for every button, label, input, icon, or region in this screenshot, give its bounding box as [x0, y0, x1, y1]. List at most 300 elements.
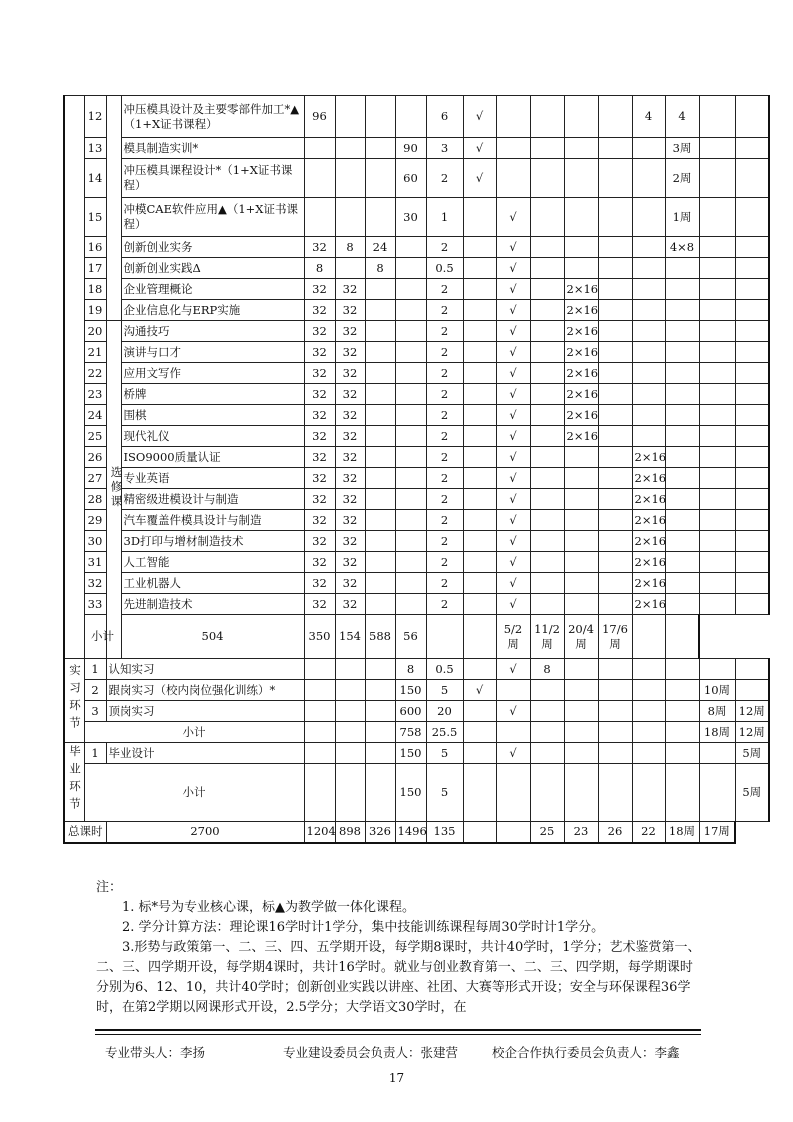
table-cell: 2×16: [564, 321, 598, 342]
table-cell: [735, 96, 769, 138]
table-cell: [564, 552, 598, 573]
signature-lead: 专业带头人：李扬: [105, 1045, 206, 1060]
table-cell: [735, 468, 769, 489]
table-cell: 2: [426, 384, 463, 405]
table-cell: [735, 198, 769, 237]
course-table-container: [63, 95, 765, 844]
table-cell: [665, 384, 699, 405]
course-no: 16: [84, 237, 106, 258]
table-cell: [463, 363, 496, 384]
table-cell: [699, 279, 735, 300]
table-cell: [335, 701, 365, 722]
category-blank: [106, 96, 121, 321]
table-cell: 2×16: [632, 489, 665, 510]
table-cell: 1204: [304, 822, 335, 843]
table-cell: [632, 743, 665, 764]
table-cell: 32: [304, 447, 335, 468]
table-cell: [365, 426, 395, 447]
graduation-subtotal-row: [64, 764, 769, 822]
table-cell: √: [496, 468, 530, 489]
table-cell: [735, 258, 769, 279]
table-cell: 2×16: [564, 363, 598, 384]
table-cell: [530, 279, 564, 300]
table-cell: [463, 743, 496, 764]
table-cell: 1周: [665, 198, 699, 237]
table-cell: 32: [304, 594, 335, 615]
table-cell: [463, 300, 496, 321]
table-cell: [665, 510, 699, 531]
course-name: 汽车覆盖件模具设计与制造: [121, 510, 304, 531]
table-cell: [598, 573, 632, 594]
table-cell: [699, 447, 735, 468]
table-cell: [665, 743, 699, 764]
course-no: 28: [84, 489, 106, 510]
course-row: [64, 531, 769, 552]
table-cell: [598, 701, 632, 722]
table-cell: 2: [426, 321, 463, 342]
table-cell: [530, 510, 564, 531]
table-cell: [735, 138, 769, 159]
course-no: 13: [84, 138, 106, 159]
subtotal-row: [64, 615, 769, 659]
table-cell: [598, 426, 632, 447]
table-cell: [699, 258, 735, 279]
table-cell: 26: [598, 822, 632, 843]
table-cell: [598, 680, 632, 701]
table-cell: [304, 680, 335, 701]
table-cell: 2: [426, 447, 463, 468]
table-cell: [530, 447, 564, 468]
table-cell: [395, 447, 426, 468]
table-cell: [335, 96, 365, 138]
table-cell: √: [496, 342, 530, 363]
table-cell: 0.5: [426, 258, 463, 279]
course-name: 冲压模具设计及主要零部件加工*▲（1+X证书课程）: [121, 96, 304, 138]
table-cell: 150: [395, 680, 426, 701]
course-name: 围棋: [121, 405, 304, 426]
table-cell: 32: [304, 510, 335, 531]
table-cell: 32: [304, 552, 335, 573]
table-cell: [665, 321, 699, 342]
table-cell: [365, 489, 395, 510]
course-row: [64, 552, 769, 573]
table-cell: [632, 680, 665, 701]
course-no: 19: [84, 300, 106, 321]
course-name: 企业管理概论: [121, 279, 304, 300]
table-cell: [365, 510, 395, 531]
table-cell: √: [496, 510, 530, 531]
table-cell: 2×16: [564, 384, 598, 405]
table-cell: [530, 363, 564, 384]
table-cell: [530, 573, 564, 594]
course-no: 32: [84, 573, 106, 594]
table-cell: 32: [335, 468, 365, 489]
table-cell: √: [496, 659, 530, 680]
table-cell: [365, 342, 395, 363]
table-cell: [463, 822, 496, 843]
table-cell: [530, 701, 564, 722]
table-cell: [463, 237, 496, 258]
table-cell: 5周: [735, 764, 769, 822]
course-row: [64, 258, 769, 279]
notes-section: [96, 878, 701, 1018]
table-cell: 11/2周: [530, 615, 564, 659]
table-cell: [335, 198, 365, 237]
course-no: 25: [84, 426, 106, 447]
table-cell: [598, 594, 632, 615]
subtotal-label: 小计: [84, 615, 121, 659]
table-cell: [665, 405, 699, 426]
table-cell: 2×16: [564, 405, 598, 426]
table-cell: 2: [426, 573, 463, 594]
table-cell: [598, 722, 632, 743]
table-cell: 5周: [735, 743, 769, 764]
table-cell: [496, 96, 530, 138]
table-cell: 2: [426, 237, 463, 258]
table-cell: [564, 659, 598, 680]
table-cell: [735, 342, 769, 363]
table-cell: 2: [426, 552, 463, 573]
table-cell: 1496: [395, 822, 426, 843]
table-cell: √: [496, 701, 530, 722]
table-cell: [665, 258, 699, 279]
course-no: 24: [84, 405, 106, 426]
table-cell: [530, 405, 564, 426]
course-row: [64, 594, 769, 615]
table-cell: [395, 96, 426, 138]
table-cell: [530, 237, 564, 258]
table-cell: [463, 722, 496, 743]
table-cell: [335, 659, 365, 680]
table-cell: [665, 573, 699, 594]
course-row: [64, 384, 769, 405]
table-cell: 5: [426, 743, 463, 764]
table-cell: 2×16: [564, 426, 598, 447]
table-cell: [598, 510, 632, 531]
table-cell: [395, 489, 426, 510]
table-cell: 32: [335, 594, 365, 615]
course-name: 精密级进模设计与制造: [121, 489, 304, 510]
table-cell: [665, 722, 699, 743]
table-cell: 32: [335, 405, 365, 426]
table-cell: 30: [395, 198, 426, 237]
table-cell: [699, 237, 735, 258]
table-cell: 24: [365, 237, 395, 258]
table-cell: [735, 159, 769, 198]
table-cell: 350: [304, 615, 335, 659]
course-row: [64, 198, 769, 237]
table-cell: [735, 659, 769, 680]
course-row: [64, 138, 769, 159]
table-cell: 2×16: [632, 447, 665, 468]
table-cell: [530, 198, 564, 237]
table-cell: 1: [426, 198, 463, 237]
table-cell: [395, 405, 426, 426]
table-cell: [598, 659, 632, 680]
table-cell: 32: [304, 573, 335, 594]
table-cell: [530, 300, 564, 321]
table-cell: 32: [304, 237, 335, 258]
course-no: 23: [84, 384, 106, 405]
table-cell: 150: [395, 764, 426, 822]
table-cell: 2: [426, 279, 463, 300]
table-cell: [699, 96, 735, 138]
table-cell: [335, 722, 365, 743]
table-cell: [598, 384, 632, 405]
table-cell: [365, 701, 395, 722]
course-no: 26: [84, 447, 106, 468]
course-row: [64, 321, 769, 342]
table-cell: [699, 764, 735, 822]
table-cell: [395, 321, 426, 342]
table-cell: [365, 743, 395, 764]
table-cell: [632, 615, 665, 659]
notes-title: 注：: [96, 880, 123, 895]
table-cell: 32: [304, 363, 335, 384]
course-name: 应用文写作: [121, 363, 304, 384]
course-name: 创新创业实务: [121, 237, 304, 258]
table-cell: [304, 722, 335, 743]
table-cell: 32: [304, 468, 335, 489]
table-cell: [665, 615, 699, 659]
table-cell: [598, 279, 632, 300]
table-cell: [365, 198, 395, 237]
table-cell: [335, 680, 365, 701]
table-cell: [632, 426, 665, 447]
table-cell: [735, 594, 769, 615]
table-cell: [598, 159, 632, 198]
table-cell: [395, 342, 426, 363]
table-cell: 2: [426, 159, 463, 198]
table-cell: √: [463, 96, 496, 138]
table-cell: [564, 764, 598, 822]
table-cell: [699, 426, 735, 447]
table-cell: [735, 321, 769, 342]
course-row: [64, 468, 769, 489]
table-cell: [463, 258, 496, 279]
signature-committee: 专业建设委员会负责人：张建营: [283, 1045, 459, 1060]
table-cell: [530, 531, 564, 552]
table-cell: [365, 573, 395, 594]
table-cell: [530, 138, 564, 159]
table-cell: [735, 279, 769, 300]
table-cell: [564, 573, 598, 594]
table-cell: 2周: [665, 159, 699, 198]
table-cell: [530, 384, 564, 405]
course-row: [64, 405, 769, 426]
course-no: 1: [84, 743, 106, 764]
table-cell: [530, 594, 564, 615]
table-cell: [530, 321, 564, 342]
table-cell: [365, 468, 395, 489]
table-cell: [365, 764, 395, 822]
table-cell: [365, 680, 395, 701]
table-cell: [665, 594, 699, 615]
course-name: 认知实习: [106, 659, 304, 680]
table-cell: 2×16: [632, 552, 665, 573]
table-cell: [598, 258, 632, 279]
graduation-label-text: 毕业环节: [68, 745, 82, 815]
course-no: 12: [84, 96, 106, 138]
table-cell: 10周: [699, 680, 735, 701]
course-no: 3: [84, 701, 106, 722]
elective-category-label: [106, 321, 124, 659]
table-cell: [632, 138, 665, 159]
table-cell: [564, 743, 598, 764]
table-cell: [530, 722, 564, 743]
table-cell: 32: [304, 531, 335, 552]
table-cell: 32: [335, 363, 365, 384]
table-cell: [632, 722, 665, 743]
practice-subtotal-row: [64, 722, 769, 743]
table-cell: 2×16: [632, 594, 665, 615]
course-no: 30: [84, 531, 106, 552]
graduation-section-label: [64, 743, 84, 822]
footer-rule-thin: [95, 1034, 701, 1035]
table-cell: [564, 680, 598, 701]
table-cell: 2: [426, 510, 463, 531]
table-cell: [365, 447, 395, 468]
course-no: 15: [84, 198, 106, 237]
table-cell: [304, 659, 335, 680]
table-cell: 8: [395, 659, 426, 680]
table-cell: [564, 237, 598, 258]
table-cell: [463, 764, 496, 822]
table-cell: 0.5: [426, 659, 463, 680]
table-cell: 504: [121, 615, 304, 659]
table-cell: 2×16: [632, 573, 665, 594]
table-cell: 32: [335, 426, 365, 447]
table-cell: 25: [530, 822, 564, 843]
table-cell: [665, 552, 699, 573]
table-cell: [365, 722, 395, 743]
table-cell: [699, 743, 735, 764]
table-cell: [735, 510, 769, 531]
table-cell: [665, 531, 699, 552]
table-cell: 588: [365, 615, 395, 659]
course-no: 21: [84, 342, 106, 363]
table-cell: 18周: [665, 822, 699, 843]
table-cell: [463, 552, 496, 573]
table-cell: [665, 363, 699, 384]
table-cell: [530, 764, 564, 822]
table-cell: 2×16: [564, 300, 598, 321]
course-name: 桥牌: [121, 384, 304, 405]
table-cell: [395, 594, 426, 615]
table-cell: [304, 764, 335, 822]
table-cell: [395, 573, 426, 594]
course-no: 27: [84, 468, 106, 489]
table-cell: 32: [335, 510, 365, 531]
course-row: [64, 96, 769, 138]
table-cell: [598, 96, 632, 138]
table-cell: [735, 237, 769, 258]
note-item-3: 3.形势与政策第一、二、三、四、五学期开设，每学期8课时，共计40学时，1学分；艺术鉴赏第一、二、三、四学期开设，每学期4课时，共计16学时。就业与创业教育第一、二、三、四学期，每学期课时分别为6、12、10，共计40学时；创新创业实践以讲座、社团、大赛等形式开设；安全与环保课程36学时，在第2学期以网课形式开设，2.5学分；大学语文30学时，在: [96, 940, 701, 1015]
table-cell: 32: [335, 279, 365, 300]
table-cell: [699, 342, 735, 363]
table-cell: [530, 552, 564, 573]
table-cell: [496, 680, 530, 701]
table-cell: [632, 279, 665, 300]
table-cell: 32: [335, 531, 365, 552]
course-name: 顶岗实习: [106, 701, 304, 722]
table-cell: 32: [335, 384, 365, 405]
table-cell: [395, 510, 426, 531]
table-cell: 2: [426, 342, 463, 363]
table-cell: [632, 659, 665, 680]
course-row: [64, 342, 769, 363]
table-cell: 758: [395, 722, 426, 743]
table-cell: 20: [426, 701, 463, 722]
table-cell: [735, 531, 769, 552]
table-cell: 8: [530, 659, 564, 680]
table-cell: [463, 447, 496, 468]
course-no: 31: [84, 552, 106, 573]
table-cell: √: [496, 573, 530, 594]
course-row: [64, 426, 769, 447]
table-cell: [463, 489, 496, 510]
course-name: 先进制造技术: [121, 594, 304, 615]
table-cell: [564, 447, 598, 468]
table-cell: 8: [365, 258, 395, 279]
table-cell: [699, 489, 735, 510]
course-no: 33: [84, 594, 106, 615]
table-cell: [463, 321, 496, 342]
table-cell: [335, 743, 365, 764]
course-name: 工业机器人: [121, 573, 304, 594]
table-cell: [564, 96, 598, 138]
table-cell: [665, 701, 699, 722]
course-name: ISO9000质量认证: [121, 447, 304, 468]
table-cell: 8: [304, 258, 335, 279]
table-cell: [699, 573, 735, 594]
page-number: 17: [388, 1071, 405, 1085]
table-cell: 12周: [735, 701, 769, 722]
total-label: 总课时: [64, 822, 106, 843]
table-cell: [598, 342, 632, 363]
table-cell: [463, 615, 496, 659]
table-cell: [463, 342, 496, 363]
table-cell: 2: [426, 594, 463, 615]
table-cell: [530, 159, 564, 198]
table-cell: 5: [426, 764, 463, 822]
table-cell: 32: [335, 489, 365, 510]
table-cell: [735, 447, 769, 468]
group-column-blank: [64, 96, 84, 659]
table-cell: [496, 764, 530, 822]
table-cell: √: [496, 363, 530, 384]
table-cell: 2: [426, 468, 463, 489]
table-cell: [304, 198, 335, 237]
table-cell: [632, 321, 665, 342]
table-cell: [665, 659, 699, 680]
table-cell: [335, 159, 365, 198]
table-cell: [365, 405, 395, 426]
note-item-1: 1. 标*号为专业核心课，标▲为教学做一体化课程。: [122, 900, 416, 915]
table-cell: [564, 489, 598, 510]
table-cell: [365, 594, 395, 615]
table-cell: 23: [564, 822, 598, 843]
table-cell: [735, 573, 769, 594]
course-row: [64, 300, 769, 321]
table-cell: [426, 615, 463, 659]
table-cell: [365, 279, 395, 300]
table-cell: √: [463, 138, 496, 159]
table-cell: [496, 159, 530, 198]
table-cell: [564, 510, 598, 531]
table-cell: [632, 701, 665, 722]
table-cell: 4×8: [665, 237, 699, 258]
